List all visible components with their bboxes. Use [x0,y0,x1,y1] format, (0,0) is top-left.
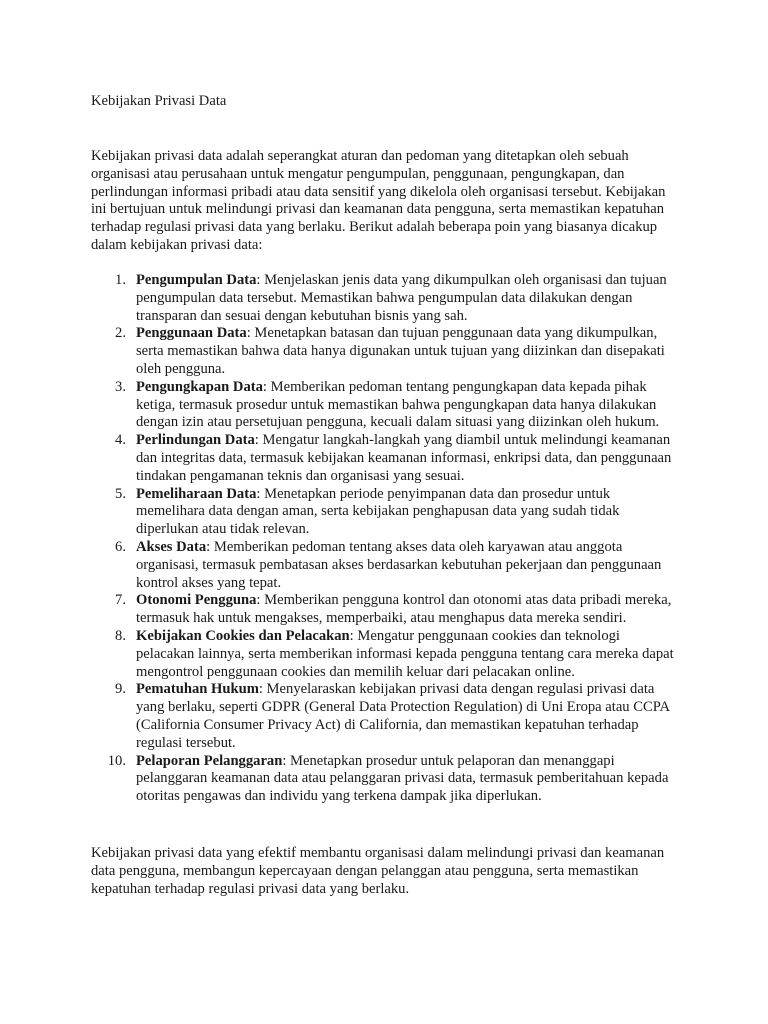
list-item-text: : Memberikan pengguna kontrol dan otonomi atas data pribadi mereka, termasuk hak untuk mengakses, memperbaiki, atau menghapus data mereka sendiri. [136,592,672,627]
list-item [91,539,681,592]
list-item-text: : Memberikan pedoman tentang pengungkapan data kepada pihak ketiga, termasuk prosedur untuk memastikan bahwa pengungkapan data hanya dilakukan dengan izin atau persetujuan pengguna, kecuali dalam situasi yang diizinkan oleh hukum. [136,378,660,431]
list-item [91,325,681,378]
list-item [91,379,681,432]
list-item-text: : Menetapkan periode penyimpanan data dan prosedur untuk memelihara data dengan aman, serta kebijakan penghapusan data yang sudah tidak diperlukan atau tidak relevan. [136,485,620,538]
list-item-number: 7. [115,592,126,609]
list-item-term: Perlindungan Data [136,432,255,449]
list-item-term: Pelaporan Pelanggaran [136,752,283,769]
list-item-text: : Mengatur langkah-langkah yang diambil untuk melindungi keamanan dan integritas data, termasuk kebijakan keamanan informasi, enkripsi data, dan penggunaan tindakan pengamanan teknis dan organisasi yang sesuai. [136,432,672,484]
document-title: Kebijakan Privasi Data [91,93,227,109]
list-item-number: 9. [115,681,126,698]
list-item [91,432,681,485]
list-item [91,753,681,806]
list-item-text: : Menjelaskan jenis data yang dikumpulkan oleh organisasi dan tujuan pengumpulan data tersebut. Memastikan bahwa pengumpulan data dilakukan dengan transparan dan sesuai dengan kebutuhan bisnis yang sah. [136,272,667,324]
list-item-number: 8. [115,627,126,644]
list-item [91,486,681,539]
list-item-number: 3. [115,378,126,395]
list-item [91,681,681,752]
list-item-text: : Mengatur penggunaan cookies dan teknologi pelacakan lainnya, serta memberikan informasi kepada pengguna tentang cara mereka dapat mengontrol penggunaan cookies dan memilih keluar dari pelacakan online. [136,627,674,680]
list-item-text: : Menetapkan prosedur untuk pelaporan dan menanggapi pelanggaran keamanan data atau pelanggaran privasi data, termasuk pemberitahuan kepada otoritas pengawas dan individu yang terkena dampak jika diperlukan. [136,752,669,805]
list-item-term: Penggunaan Data [136,325,247,342]
list-item-number: 2. [115,325,126,342]
intro-paragraph: Kebijakan privasi data adalah seperangkat aturan dan pedoman yang ditetapkan oleh sebuah organisasi atau perusahaan untuk mengatur pengumpulan, penggunaan, pengungkapan, dan perlindungan informasi pribadi atau data sensitif yang dikelola oleh organisasi tersebut. Kebijakan ini bertujuan untuk melindungi privasi dan keamanan data pengguna, serta memastikan kepatuhan terhadap regulasi privasi data yang berlaku. Berikut adalah beberapa poin yang biasanya dicakup dalam kebijakan privasi data: [91,148,666,253]
closing-paragraph: Kebijakan privasi data yang efektif membantu organisasi dalam melindungi privasi dan keamanan data pengguna, membangun kepercayaan dengan pelanggan atau pengguna, serta memastikan kepatuhan terhadap regulasi privasi data yang berlaku. [91,845,665,897]
list-item-term: Akses Data [136,538,207,555]
list-item-number: 6. [115,538,126,555]
list-item-text: : Menyelaraskan kebijakan privasi data dengan regulasi privasi data yang berlaku, seperti GDPR (General Data Protection Regulation) di Uni Eropa atau CCPA (California Consumer Privacy Act) di California, dan memastikan kepatuhan terhadap regulasi tersebut. [136,681,670,751]
list-item-term: Kebijakan Cookies dan Pelacakan [136,627,350,644]
list-item-text: : Memberikan pedoman tentang akses data oleh karyawan atau anggota organisasi, termasuk pembatasan akses berdasarkan kebutuhan pekerjaan dan penggunaan kontrol akses yang tepat. [136,538,662,591]
list-item-term: Pemeliharaan Data [136,485,257,502]
list-item-text: : Menetapkan batasan dan tujuan penggunaan data yang dikumpulkan, serta memastikan bahwa data hanya digunakan untuk tujuan yang diizinkan dan disepakati oleh pengguna. [136,325,665,377]
list-item-number: 10. [107,752,126,769]
list-item-term: Otonomi Pengguna [136,592,257,609]
list-item-term: Pengumpulan Data [136,272,257,288]
list-item-number: 1. [115,272,126,288]
list-item [91,628,681,681]
list-item-number: 5. [115,485,126,502]
list-item-number: 4. [115,432,126,449]
list-item-term: Pengungkapan Data [136,378,263,395]
list-item [91,272,681,325]
list-item-term: Pematuhan Hukum [136,681,259,698]
list-item [91,592,681,628]
policy-point-list [91,272,681,806]
